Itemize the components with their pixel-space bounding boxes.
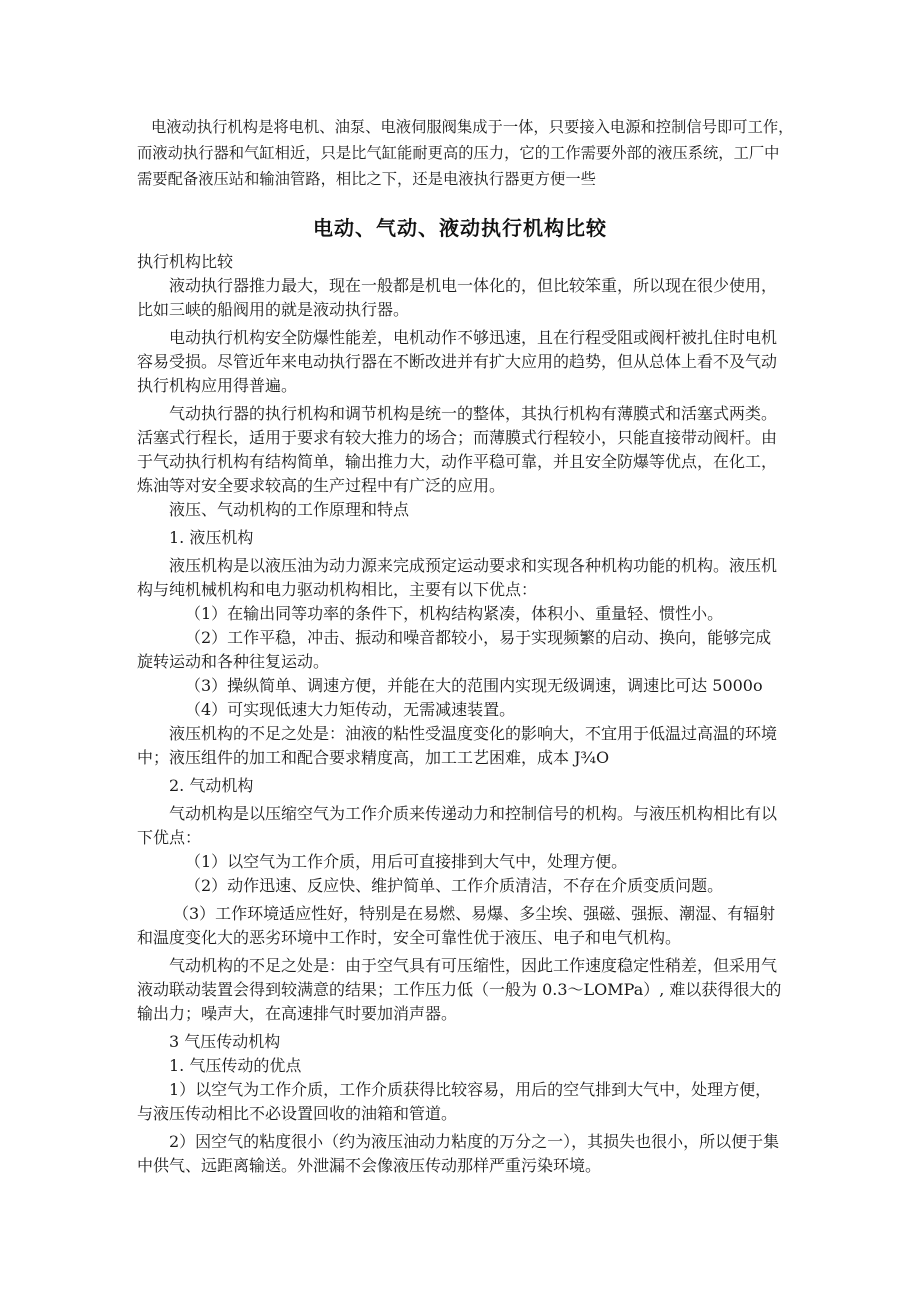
pneumatic-heading: 2. 气动机构 bbox=[169, 776, 254, 795]
pneumatic-intro: 气动机构是以压缩空气为工作介质来传递动力和控制信号的机构。与液压机构相比有以下优点： bbox=[137, 804, 778, 847]
pressure-transmission-heading: 3 气压传动机构 bbox=[169, 1032, 281, 1051]
pneumatic-adv-2: （2）动作迅速、反应快、维护简单、工作介质清洁，不存在介质变质问题。 bbox=[185, 876, 724, 895]
pressure-transmission-item-1: 1）以空气为工作介质，工作介质获得比较容易，用后的空气排到大气中，处理方便，与液压传动相比不必设置回收的油箱和管道。 bbox=[137, 1080, 772, 1123]
hydraulic-shortcoming: 液压机构的不足之处是：油液的粘性受温度变化的影响大，不宜用于低温过高温的环境中；液压组件的加工和配合要求精度高，加工工艺困难，成本 J¾O bbox=[137, 724, 778, 767]
pneumatic-shortcoming: 气动机构的不足之处是：由于空气具有可压缩性，因此工作速度稳定性稍差，但采用气液动联动装置会得到较满意的结果；工作压力低（一般为 0.3～LOMPa）, 难以获得很大的输出力；噪声大，在高速排气时要加消声器。 bbox=[137, 956, 782, 1023]
hydraulic-intro: 液压机构是以液压油为动力源来完成预定运动要求和实现各种机构功能的机构。液压机构与纯机械机构和电力驱动机构相比，主要有以下优点： bbox=[137, 556, 778, 599]
document-body bbox=[137, 250, 787, 1178]
hydraulic-adv-2: （2）工作平稳，冲击、振动和噪音都较小，易于实现频繁的启动、换向，能够完成旋转运动和各种往复运动。 bbox=[137, 628, 772, 671]
section-heading-compare: 执行机构比较 bbox=[137, 252, 234, 271]
hydraulic-adv-3: （3）操纵简单、调速方便，并能在大的范围内实现无级调速，调速比可达 5000o bbox=[185, 676, 763, 695]
pneumatic-adv-1: （1）以空气为工作介质，用后可直接排到大气中，处理方便。 bbox=[185, 852, 628, 871]
para-hydraulic-actuator: 液动执行器推力最大，现在一般都是机电一体化的，但比较笨重，所以现在很少使用，比如三峡的船阀用的就是液动执行器。 bbox=[137, 276, 778, 319]
hydraulic-heading: 1. 液压机构 bbox=[169, 528, 254, 547]
pneumatic-adv-3: （3）工作环境适应性好，特别是在易燃、易爆、多尘埃、强磁、强振、潮湿、有辐射和温度变化大的恶劣环境中工作时，安全可靠性优于液压、电子和电气机构。 bbox=[137, 904, 776, 947]
para-pneumatic-actuator: 气动执行器的执行机构和调节机构是统一的整体，其执行机构有薄膜式和活塞式两类。活塞式行程长，适用于要求有较大推力的场合；而薄膜式行程较小，只能直接带动阀杆。由于气动执行机构有结构简单，输出推力大，动作平稳可靠，并且安全防爆等优点，在化工，炼油等对安全要求较高的生产过程中有广泛的应用。 bbox=[137, 404, 778, 495]
intro-line-1: 电液动执行机构是将电机、油泵、电液伺服阀集成于一体，只要接入电源和控制信号即可工作， bbox=[151, 118, 794, 136]
para-electric-actuator: 电动执行机构安全防爆性能差，电机动作不够迅速，且在行程受阻或阀杆被扎住时电机容易受损。尽管近年来电动执行器在不断改进并有扩大应用的趋势，但从总体上看不及气动执行机构应用得普遍。 bbox=[137, 328, 778, 395]
page-title: 电动、气动、液动执行机构比较 bbox=[313, 216, 607, 240]
pressure-transmission-sub-heading: 1. 气压传动的优点 bbox=[169, 1056, 302, 1075]
pressure-transmission-item-2: 2）因空气的粘度很小（约为液压油动力粘度的万分之一），其损失也很小，所以便于集中供气、远距离输送。外泄漏不会像液压传动那样严重污染环境。 bbox=[137, 1132, 780, 1175]
section-heading-principles: 液压、气动机构的工作原理和特点 bbox=[169, 500, 410, 519]
hydraulic-adv-4: （4）可实现低速大力矩传动，无需减速装置。 bbox=[185, 700, 516, 719]
hydraulic-adv-1: （1）在输出同等功率的条件下，机构结构紧凑，体积小、重量轻、惯性小。 bbox=[185, 604, 724, 623]
intro-block bbox=[137, 114, 807, 192]
intro-line-2: 而液动执行器和气缸相近，只是比气缸能耐更高的压力，它的工作需要外部的液压系统，工厂中 bbox=[137, 144, 780, 162]
intro-line-3: 需要配备液压站和输油管路，相比之下，还是电液执行器更方便一些 bbox=[137, 170, 596, 188]
